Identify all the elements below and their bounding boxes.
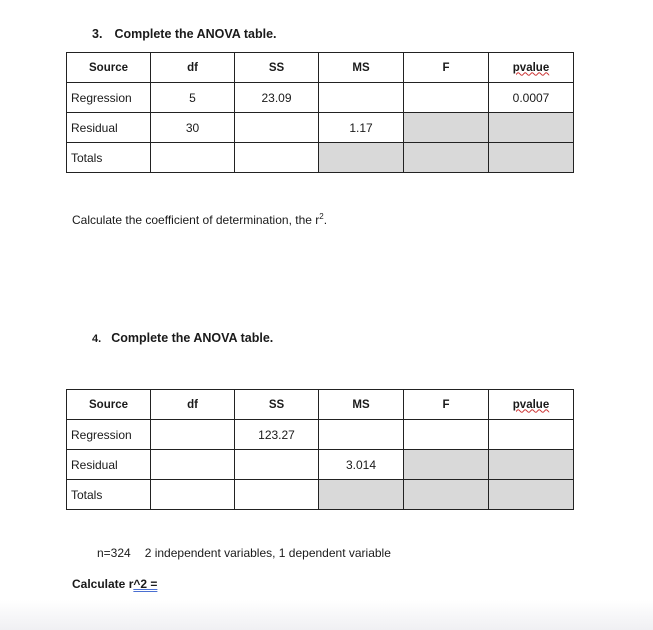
q3-regression-pvalue[interactable]: 0.0007 xyxy=(489,83,574,113)
page-bottom-shade xyxy=(0,600,653,630)
q4-residual-pvalue xyxy=(489,450,574,480)
q4-note-vars: 2 independent variables, 1 dependent variable xyxy=(144,546,391,560)
q3-residual-ms[interactable]: 1.17 xyxy=(319,113,404,143)
q4-totals-pvalue xyxy=(489,480,574,510)
q4-title: Complete the ANOVA table. xyxy=(111,331,274,345)
q4-regression-f[interactable] xyxy=(404,420,489,450)
q4-calc-prompt: Calculate r^2 = xyxy=(72,577,158,591)
table-row xyxy=(67,480,574,510)
q3-regression-f[interactable] xyxy=(404,83,489,113)
q3-regression-df[interactable]: 5 xyxy=(151,83,235,113)
table-row xyxy=(67,450,574,480)
q4-residual-source: Residual xyxy=(67,450,151,480)
q3-header-df: df xyxy=(151,53,235,83)
q4-header-ss: SS xyxy=(235,390,319,420)
q3-number: 3. xyxy=(92,27,103,41)
q3-header-ss: SS xyxy=(235,53,319,83)
q3-header-ms: MS xyxy=(319,53,404,83)
q4-regression-source: Regression xyxy=(67,420,151,450)
table-row xyxy=(67,420,574,450)
q4-header-df: df xyxy=(151,390,235,420)
q3-totals-pvalue xyxy=(489,143,574,173)
q4-header-ms: MS xyxy=(319,390,404,420)
table-row xyxy=(67,113,574,143)
q3-regression-source: Regression xyxy=(67,83,151,113)
q3-residual-pvalue xyxy=(489,113,574,143)
q4-totals-ms xyxy=(319,480,404,510)
q4-residual-df[interactable] xyxy=(151,450,235,480)
q4-residual-ms[interactable]: 3.014 xyxy=(319,450,404,480)
q4-number: 4. xyxy=(92,333,102,345)
q3-totals-source: Totals xyxy=(67,143,151,173)
q3-regression-ms[interactable] xyxy=(319,83,404,113)
q4-anova-table xyxy=(66,389,574,510)
q3-header-pvalue: pvalue xyxy=(489,53,574,83)
table-row xyxy=(67,143,574,173)
q4-regression-ss[interactable]: 123.27 xyxy=(235,420,319,450)
q4-totals-source: Totals xyxy=(67,480,151,510)
q3-header-f: F xyxy=(404,53,489,83)
q4-regression-df[interactable] xyxy=(151,420,235,450)
q4-regression-pvalue[interactable] xyxy=(489,420,574,450)
q3-heading xyxy=(92,27,277,41)
q3-header-row xyxy=(67,53,574,83)
q4-totals-df[interactable] xyxy=(151,480,235,510)
q4-header-pvalue: pvalue xyxy=(489,390,574,420)
q3-anova-table xyxy=(66,52,574,173)
q4-residual-ss[interactable] xyxy=(235,450,319,480)
q3-residual-df[interactable]: 30 xyxy=(151,113,235,143)
q4-header-f: F xyxy=(404,390,489,420)
q3-residual-ss[interactable] xyxy=(235,113,319,143)
q3-totals-f xyxy=(404,143,489,173)
q3-title: Complete the ANOVA table. xyxy=(114,27,277,41)
q3-totals-df[interactable] xyxy=(151,143,235,173)
q4-totals-f xyxy=(404,480,489,510)
q3-totals-ms xyxy=(319,143,404,173)
q3-question: Calculate the coefficient of determination, the $r^2$. xyxy=(72,212,328,227)
q3-totals-ss[interactable] xyxy=(235,143,319,173)
q4-residual-f xyxy=(404,450,489,480)
q4-header-source: Source xyxy=(67,390,151,420)
q3-header-source: Source xyxy=(67,53,151,83)
q3-residual-f xyxy=(404,113,489,143)
table-row xyxy=(67,83,574,113)
q4-note xyxy=(97,546,391,560)
q4-regression-ms[interactable] xyxy=(319,420,404,450)
q4-totals-ss[interactable] xyxy=(235,480,319,510)
q3-residual-source: Residual xyxy=(67,113,151,143)
q3-regression-ss[interactable]: 23.09 xyxy=(235,83,319,113)
q4-header-row xyxy=(67,390,574,420)
q4-heading xyxy=(92,331,273,345)
q4-note-n: n=324 xyxy=(97,546,131,560)
